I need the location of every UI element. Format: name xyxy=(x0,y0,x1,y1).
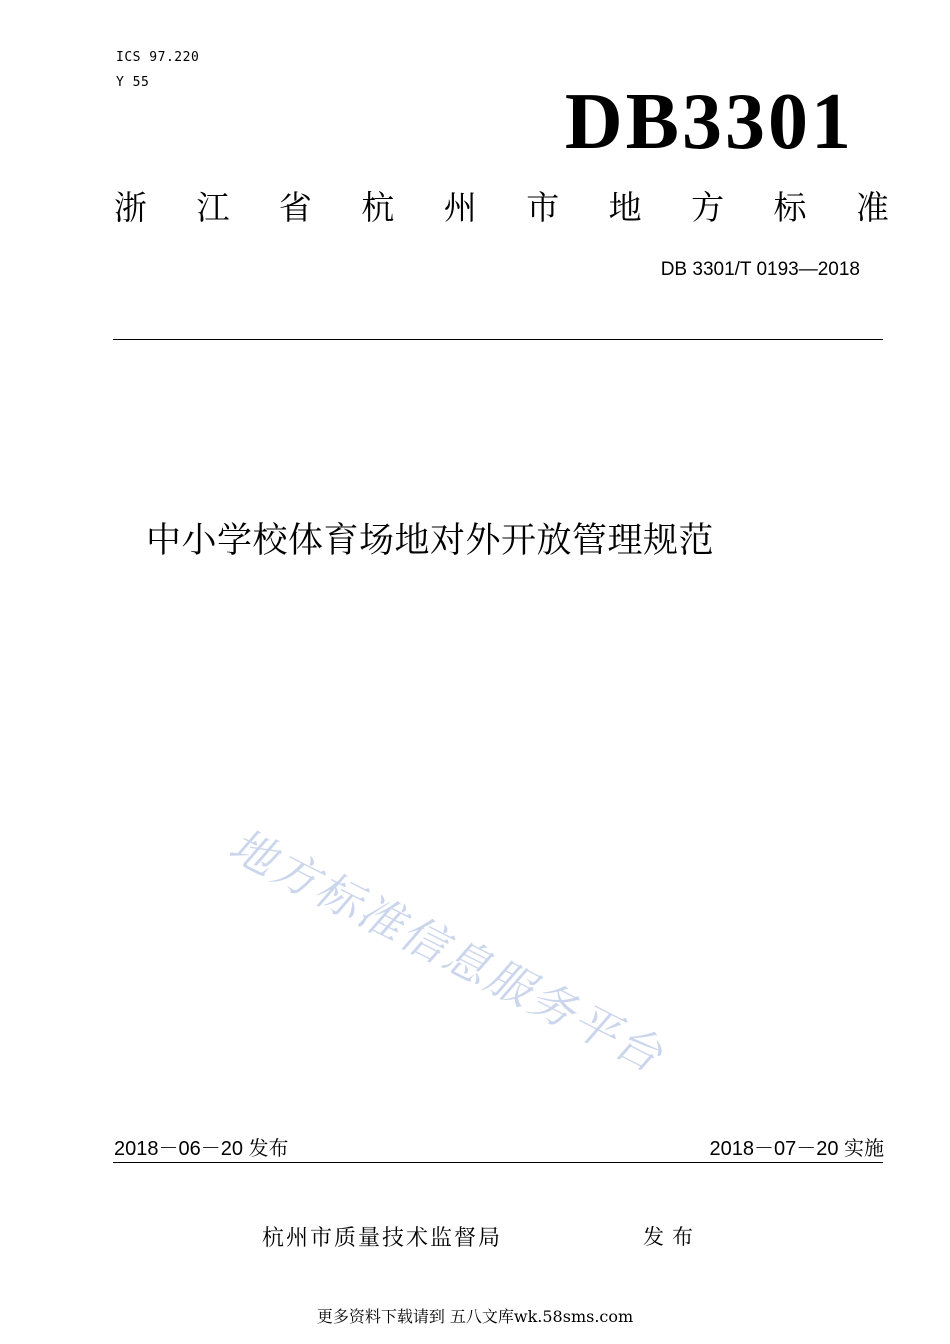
org-char: 州 xyxy=(443,188,477,227)
watermark: 地方标准信息服务平台 xyxy=(220,818,673,1084)
standard-number: DB 3301/T 0193—2018 xyxy=(660,259,860,280)
org-char: 方 xyxy=(691,188,725,227)
ccs-code: Y 55 xyxy=(116,75,150,90)
org-char: 准 xyxy=(855,188,889,227)
implementation-date: 2018－07－20 实施 xyxy=(709,1138,884,1160)
dates-divider xyxy=(113,1162,883,1163)
ics-code: ICS 97.220 xyxy=(116,50,200,65)
issuing-authority-heading xyxy=(114,186,889,230)
issue-date: 2018－06－20 发布 xyxy=(114,1138,289,1160)
org-char: 省 xyxy=(278,188,312,227)
footer-note[interactable] xyxy=(0,1306,950,1328)
issuer-name: 杭州市质量技术监督局 xyxy=(262,1226,503,1251)
header-divider xyxy=(113,339,883,340)
org-char: 江 xyxy=(196,188,230,227)
org-char: 浙 xyxy=(114,188,147,227)
org-char: 标 xyxy=(773,188,807,227)
standard-logo: DB3301 xyxy=(564,78,854,166)
issuer-suffix: 发布 xyxy=(643,1225,701,1249)
org-char: 杭 xyxy=(361,188,395,227)
footer-link-text[interactable]: 更多资料下载请到 五八文库wk.58sms.com xyxy=(316,1307,634,1326)
org-char: 市 xyxy=(526,188,560,227)
document-title: 中小学校体育场地对外开放管理规范 xyxy=(146,521,715,561)
org-char: 地 xyxy=(608,188,642,227)
